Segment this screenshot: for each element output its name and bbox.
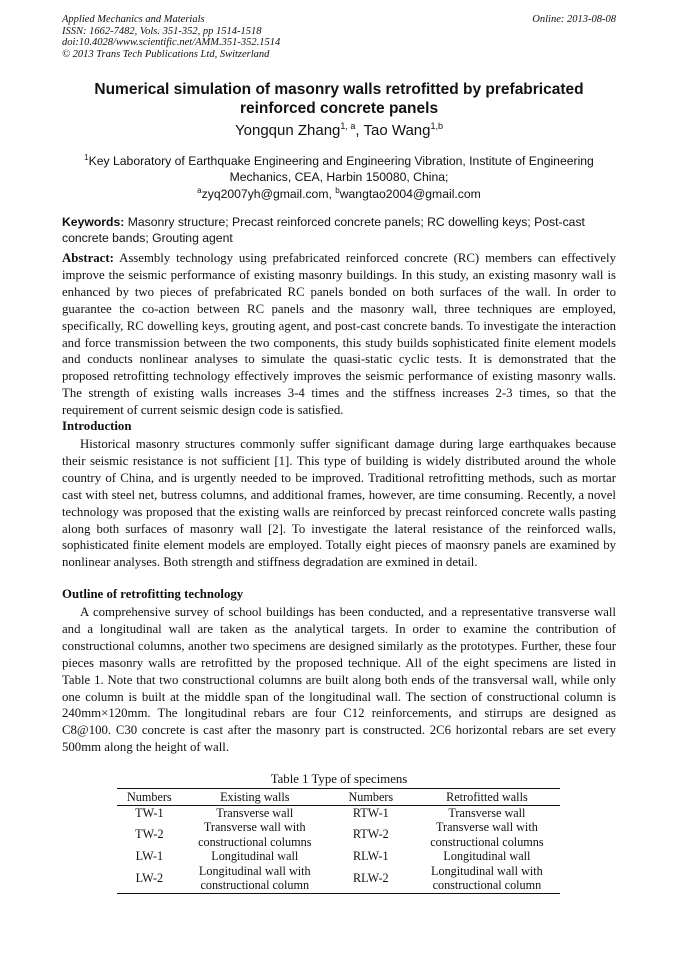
author-name: Yongqun Zhang: [235, 122, 341, 139]
abstract-label: Abstract:: [62, 251, 114, 265]
outline-paragraph: A comprehensive survey of school buildings has been conducted, and a representative transverse wall and a longitudinal wall are taken as the analytical targets. In order to examine the contribution of constructional columns, another two specimens are designed similarly as the prototypes. Further, these four pieces masonry walls are retrofitted by the proposed technique. All of the eight specimens are listed in Table 1. Note that two constructional columns are built along both ends of the transversal wall, while only one column is built at the middle span of the longitudinal wall. The section of constructional column is 240mm×120mm. The longitudinal rebars are four C12 reinforcements, and stirrups are designed as C8@100. C30 concrete is cast after the masonry part is constructed. 2C6 horizontal rebars are set every 500mm along the height of wall.: [62, 605, 616, 755]
introduction-paragraph: Historical masonry structures commonly suffer significant damage during large earthquakes because their seismic resistance is not sufficient [1]. This type of building is widely distributed around the whole country of China, and is urgently needed to be improved. Traditional retrofitting methods, such as mortar cast with steel net, butress columns, and additional frames, however, are time consuming. Recently, a novel technology was proposed that the existing walls are reinforced by precast reinforced concrete walls pasting along both surfaces of masonry wall [2]. To investigate the lateral resistance of the reinforced walls, sophisticated finite element models are employed. Totally eight pieces of maonsry panels are examined by nonlinear analyses. Both strength and stiffness degradation are exmined in detail.: [62, 437, 616, 570]
journal-name: Applied Mechanics and Materials: [62, 14, 205, 25]
affiliation: [62, 150, 616, 185]
author-separator: ,: [355, 122, 364, 139]
keywords-text: Masonry structure; Precast reinforced concrete panels; RC dowelling keys; Post-cast concrete bands; Grouting agent: [62, 215, 585, 245]
table-row: [117, 805, 560, 820]
email-link[interactable]: wangtao2004@gmail.com: [339, 187, 481, 202]
author-line: [62, 121, 616, 139]
abstract-text: Assembly technology using prefabricated reinforced concrete (RC) members can effectively improve the seismic performance of existing masonry buildings. In this study, an existing masonry wall is enhanced by two pieces of prefabricated RC panels bonded on both surfaces of the wall. In order to guarantee the co-action between RC panels and the masonry wall, three techniques are employed, specifically, RC dowelling keys, grouting agent, and post-cast concrete bands. To investigate the interaction and force transmission between the two components, this study builds sophisticated finite element models and conducts nonlinear analyses to simulate the quasi-static cyclic tests. It is demonstrated that the proposed retrofitting technology effectively improves the seismic performance of existing masonry walls. The strength of existing walls increases 3-4 times and the stiffness increases 2-3 times, so that the requirement of current seismic design code is satisfied.: [62, 251, 616, 418]
table-header-cell: Numbers: [328, 789, 414, 806]
table-header-cell: Retrofitted walls: [414, 789, 560, 806]
author-superscript: 1, a: [340, 121, 356, 131]
copyright-line: © 2013 Trans Tech Publications Ltd, Switzerland: [62, 48, 270, 60]
table-caption: Table 1 Type of specimens: [270, 772, 408, 786]
journal-metadata: [62, 14, 280, 60]
paper-title: Numerical simulation of masonry walls retrofitted by prefabricated reinforced concrete panels: [94, 81, 584, 117]
email-superscript: b: [335, 186, 340, 195]
table-cell: RLW-2: [328, 864, 414, 894]
abstract: [62, 250, 616, 419]
table-row: [117, 820, 560, 849]
table-cell: TW-2: [135, 827, 164, 842]
specimens-table: [117, 788, 560, 894]
keywords: [62, 214, 616, 246]
table-cell: TW-1: [135, 805, 164, 820]
author-name: Tao Wang: [363, 122, 431, 139]
doi-line: doi:10.4028/www.scientific.net/AMM.351-352.1514: [62, 37, 281, 48]
table-cell: Transverse wall with constructional columns: [430, 820, 544, 849]
table-header-cell: Existing walls: [182, 789, 328, 806]
table-cell: Longitudinal wall: [443, 849, 531, 863]
table-header-row: [117, 789, 560, 806]
author-superscript: 1,b: [430, 121, 443, 131]
table-header-cell: Numbers: [117, 789, 182, 806]
keywords-label: Keywords:: [62, 215, 125, 229]
table-cell: RTW-1: [352, 805, 389, 820]
section-heading-introduction: Introduction: [62, 419, 132, 433]
affiliation-superscript: 1: [84, 153, 89, 162]
issn-line: ISSN: 1662-7482, Vols. 351-352, pp 1514-1518: [62, 25, 262, 37]
email-line: [62, 186, 616, 201]
table-cell: Longitudinal wall with constructional column: [182, 864, 328, 894]
table-cell: Longitudinal wall with constructional column: [414, 864, 560, 894]
section-heading-outline: Outline of retrofitting technology: [62, 587, 244, 601]
table-row: [117, 849, 560, 864]
table-cell: Transverse wall: [216, 805, 294, 820]
table-cell: RTW-2: [352, 827, 389, 842]
table-row: [117, 864, 560, 894]
email-superscript: a: [197, 186, 202, 195]
online-date: Online: 2013-08-08: [532, 14, 616, 25]
table-cell: Transverse wall with constructional columns: [198, 820, 312, 849]
table-cell: RLW-1: [353, 849, 389, 863]
table-cell: LW-1: [135, 849, 164, 863]
email-link[interactable]: zyq2007yh@gmail.com,: [201, 187, 336, 202]
affiliation-text: Key Laboratory of Earthquake Engineering and Engineering Vibration, Institute of Engineering Mechanics, CEA, Harbin 150080, China;: [88, 154, 594, 185]
table-cell: Longitudinal wall: [211, 849, 299, 863]
table-cell: LW-2: [117, 864, 182, 894]
table-cell: Transverse wall: [448, 805, 526, 820]
